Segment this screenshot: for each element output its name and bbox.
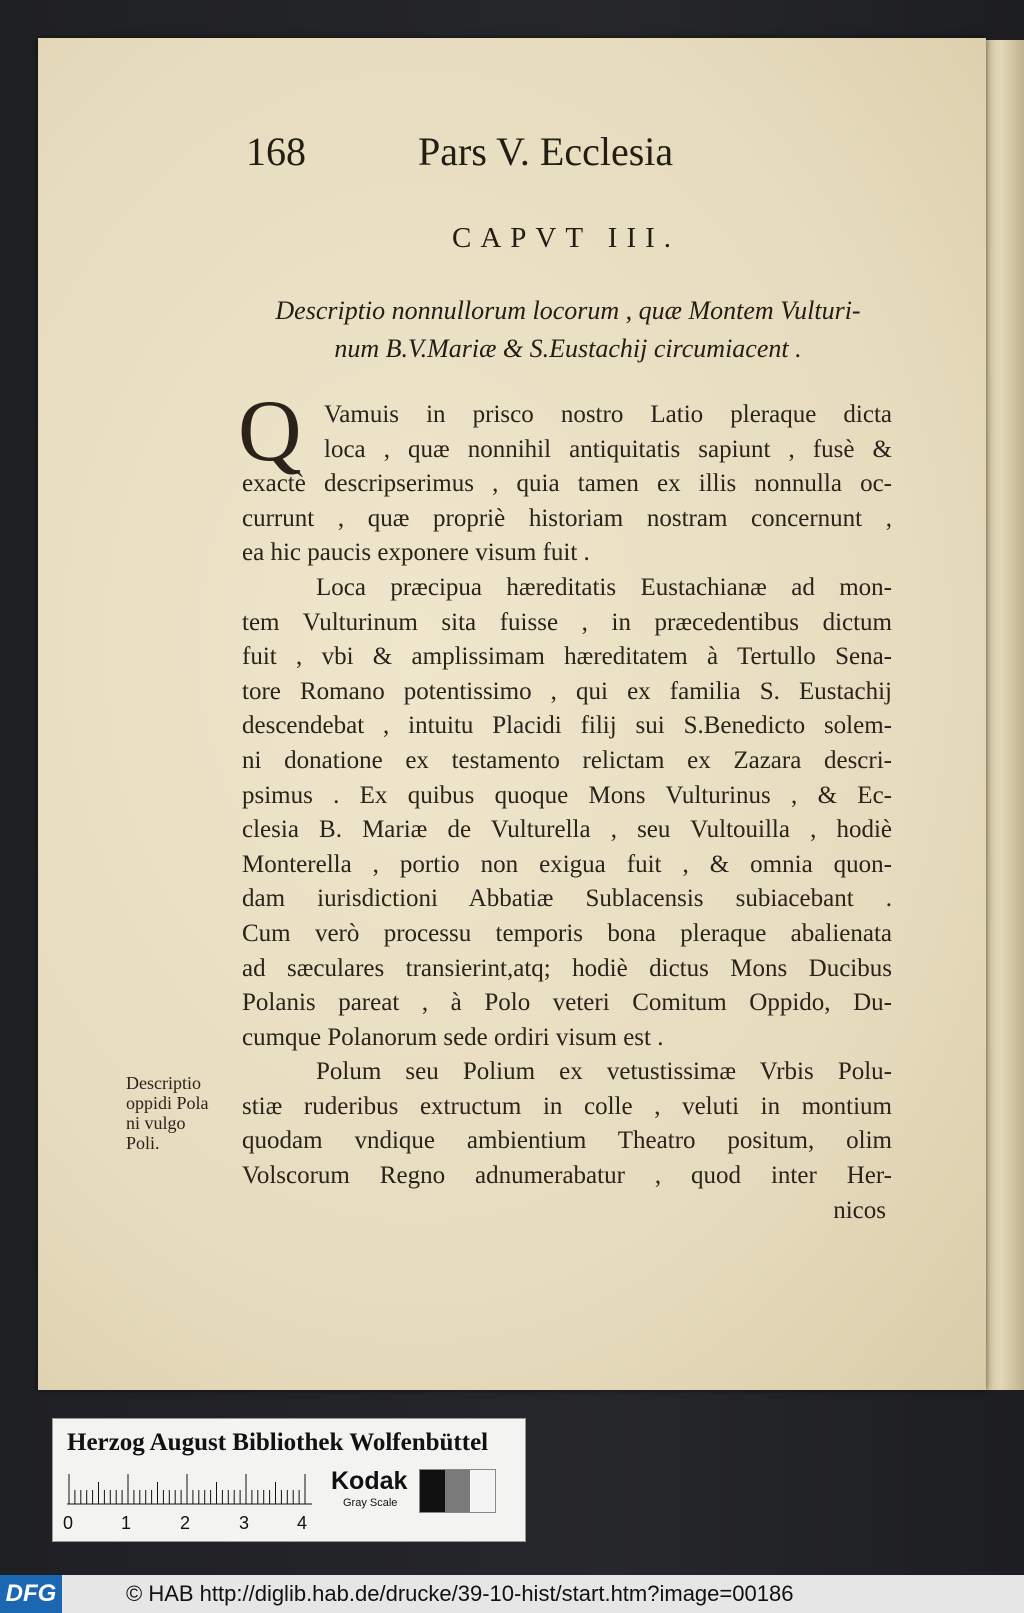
- text-line: psimus . Ex quibus quoque Mons Vulturinus , & Ec-: [242, 781, 892, 809]
- chapter-subtitle: [238, 292, 898, 368]
- ruler-number: 0: [63, 1513, 74, 1533]
- text-line: fuit , vbi & amplissimam hæreditatem à Tertullo Sena-: [242, 643, 892, 671]
- subtitle-line: num B.V.Mariæ & S.Eustachij circumiacent .: [334, 334, 802, 363]
- gray-swatch: [470, 1470, 495, 1512]
- gray-swatch: [420, 1470, 445, 1512]
- footer-bar: [0, 1575, 1024, 1613]
- ruler-number: 4: [297, 1513, 308, 1533]
- text-line: Monterella , portio non exigua fuit , & omnia quon-: [242, 850, 892, 878]
- margin-note-line: oppidi Pola: [126, 1093, 209, 1113]
- gray-swatch: [445, 1470, 470, 1512]
- text-line: ea hic paucis exponere visum fuit .: [242, 539, 590, 567]
- catchword: nicos: [833, 1196, 886, 1224]
- text-line: cumque Polanorum sede ordiri visum est .: [242, 1023, 664, 1051]
- margin-note-line: Poli.: [126, 1133, 160, 1153]
- text-line: clesia B. Mariæ de Vulturella , seu Vultouilla , hodiè: [242, 816, 892, 844]
- text-line: currunt , quæ propriè historiam nostram concernunt ,: [242, 504, 892, 532]
- gray-scale-label: Gray Scale: [343, 1497, 398, 1509]
- next-page-edge: [986, 40, 1024, 1390]
- ruler-number: 2: [180, 1513, 191, 1533]
- body-text: [242, 398, 892, 1228]
- ruler-number: 1: [121, 1513, 132, 1533]
- page-number: 168: [246, 129, 306, 174]
- text-line: tem Vulturinum sita fuisse , in præcedentibus dictum: [242, 608, 892, 636]
- text-line: Cum verò processu temporis bona pleraque abalienata: [242, 919, 892, 947]
- text-line: Polum seu Polium ex vetustissimæ Vrbis Polu-: [316, 1058, 892, 1086]
- text-line: stiæ ruderibus extructum in colle , veluti in montium: [242, 1092, 892, 1120]
- source-credit[interactable]: © HAB http://diglib.hab.de/drucke/39-10-hist/start.htm?image=00186: [126, 1581, 794, 1606]
- text-line: descendebat , intuitu Placidi filij sui S.Benedicto solem-: [242, 712, 892, 740]
- drop-cap: Q: [238, 383, 302, 480]
- text-line: tore Romano potentissimo , qui ex familia S. Eustachij: [242, 677, 892, 705]
- gray-swatches: [419, 1469, 496, 1513]
- text-line: quodam vndique ambientium Theatro positum, olim: [242, 1127, 892, 1155]
- color-calibration-card: [52, 1418, 526, 1542]
- kodak-logo: Kodak: [331, 1467, 408, 1495]
- margin-note: [126, 1073, 232, 1153]
- chapter-heading: CAPVT III.: [451, 222, 681, 254]
- text-line: dam iurisdictioni Abbatiæ Sublacensis subiacebant .: [242, 885, 892, 913]
- text-line: Volscorum Regno adnumerabatur , quod inter Her-: [242, 1162, 892, 1190]
- text-line: Polanis pareat , à Polo veteri Comitum Oppido, Du-: [242, 989, 892, 1017]
- text-line: exactè descripserimus , quia tamen ex illis nonnulla oc-: [242, 470, 892, 498]
- ruler-number: 3: [239, 1513, 250, 1533]
- subtitle-line: Descriptio nonnullorum locorum , quæ Montem Vulturi-: [275, 296, 861, 325]
- running-title: Pars V. Ecclesia: [418, 129, 674, 174]
- text-line: Loca præcipua hæreditatis Eustachianæ ad mon-: [316, 573, 892, 601]
- text-line: Vamuis in prisco nostro Latio pleraque dicta: [324, 401, 892, 428]
- text-line: loca , quæ nonnihil antiquitatis sapiunt , fusè &: [324, 435, 892, 463]
- text-line: ni donatione ex testamento relictam ex Zazara descri-: [242, 746, 892, 774]
- dfg-logo: DFG: [0, 1575, 62, 1613]
- text-line: ad sæculares transierint,atq; hodiè dictus Mons Ducibus: [242, 954, 892, 982]
- library-name: Herzog August Bibliothek Wolfenbüttel: [67, 1429, 489, 1456]
- margin-note-line: ni vulgo: [126, 1113, 186, 1133]
- margin-note-line: Descriptio: [126, 1073, 201, 1093]
- ruler-icon: [67, 1471, 312, 1505]
